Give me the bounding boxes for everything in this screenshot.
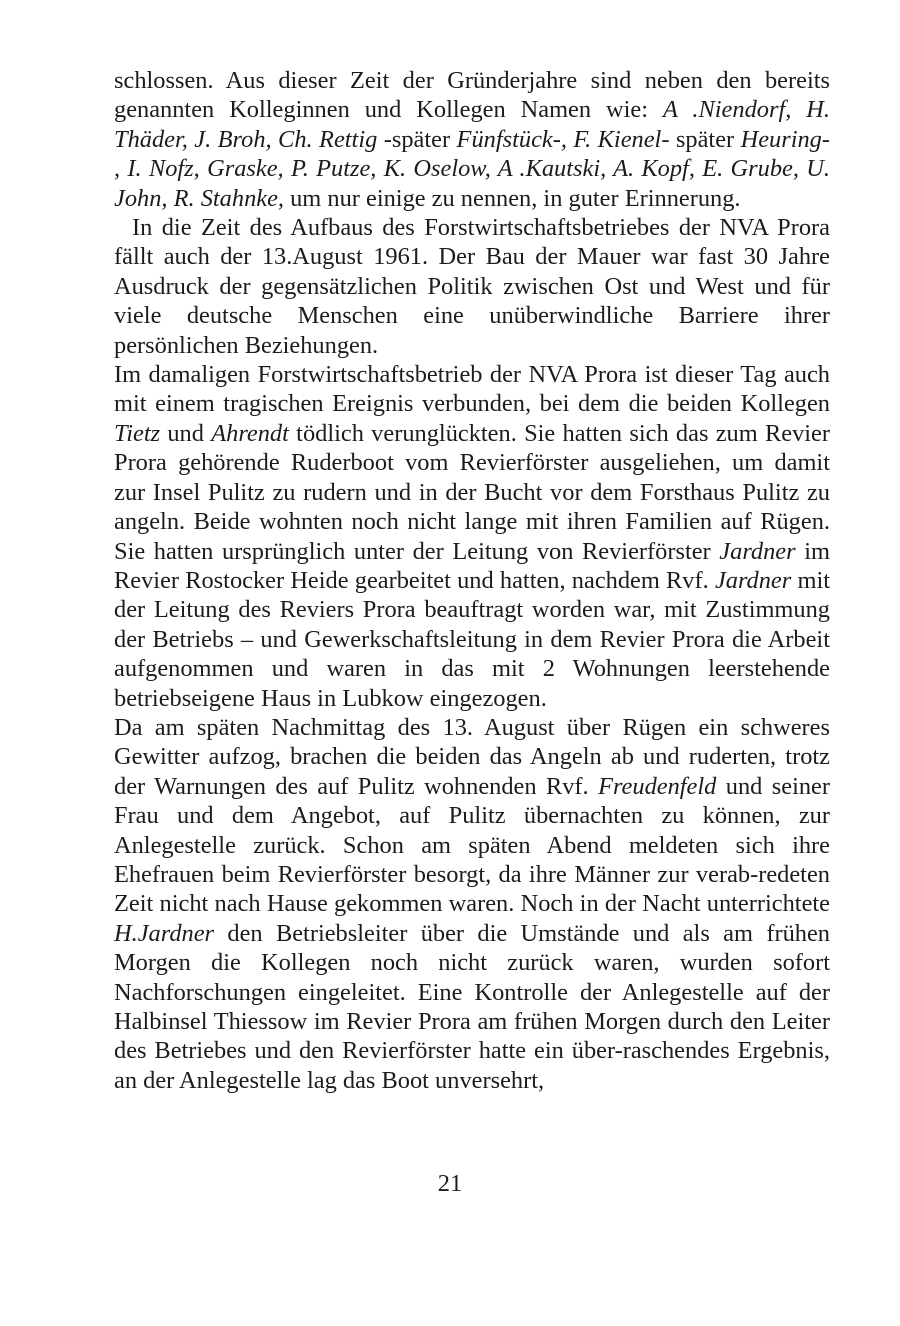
text-segment-italic: Freudenfeld xyxy=(598,772,717,800)
text-segment: Da am späten Nachmittag des 13. August über Rügen ein schweres Gewitter aufzog, brachen die beiden das Angeln ab und ruderten, trotz der Warnungen des auf Pulitz wohnenden Rvf. xyxy=(114,713,830,800)
text-segment: In die Zeit des Aufbaus des Forstwirtschaftsbetriebes der NVA Prora fällt auch der 13.August 1961. Der Bau der Mauer war fast 30 Jahre Ausdruck der gegensätzlichen Politik zwischen Ost und West und für viele deutsche Menschen eine unüberwindliche Barriere ihrer persönlichen Beziehungen. xyxy=(114,214,830,359)
text-segment: den Betriebsleiter über die Umstände und als am frühen Morgen die Kollegen noch nicht zurück waren, wurden sofort Nachforschungen eingeleitet. Eine Kontrolle der Anlegestelle auf der Halbinsel Thiessow im Revier Prora am frühen Morgen durch den Leiter des Betriebes und den Revierförster hatte ein über-raschendes Ergebnis, an der Anlegestelle lag das Boot unversehrt, xyxy=(114,919,830,1094)
text-segment: schlossen. Aus dieser Zeit der Gründerjahre sind neben den bereits genannten Kolleginnen und Kollegen Namen wie: xyxy=(114,67,830,124)
text-segment-italic: Jardner xyxy=(714,566,792,594)
text-segment: -später xyxy=(377,125,457,153)
text-segment: Im damaligen Forstwirtschaftsbetrieb der NVA Prora ist dieser Tag auch mit einem tragischen Ereignis verbunden, bei dem die beiden Kollegen xyxy=(114,361,830,418)
text-segment-italic: Tietz xyxy=(114,419,161,447)
text-segment: und xyxy=(160,419,212,447)
text-segment-italic: H.Jardner xyxy=(114,919,215,947)
text-segment-italic: Ahrendt xyxy=(211,419,289,447)
text-segment-italic: Jardner xyxy=(719,537,796,565)
text-segment-italic: A .Niendorf, H. Thäder, J. Broh, Ch. Rettig xyxy=(114,96,830,153)
text-segment: mit der Leitung des Reviers Prora beauftragt worden war, mit Zustimmung der Betriebs – und Gewerkschaftsleitung in dem Revier Prora die Arbeit aufgenommen und waren in das mit 2 Wohnungen leerstehende betriebseigene Haus in Lubkow eingezogen. xyxy=(114,566,830,712)
text-segment: tödlich verunglückten. Sie hatten sich das zum Revier Prora gehörende Ruderboot vom Revierförster ausgeliehen, um damit zur Insel Pulitz zu rudern und in der Bucht vor dem Forsthaus Pulitz zu angeln. Beide wohnten noch nicht lange mit ihren Familien auf Rügen. Sie hatten ursprünglich unter der Leitung von Revierförster xyxy=(114,419,830,565)
text-segment: und seiner Frau und dem Angebot, auf Pulitz übernachten zu können, zur Anlegestelle zurück. Schon am späten Abend meldeten sich ihre Ehefrauen beim Revierförster besorgt, da ihre Männer zur verab-redeten Zeit nicht nach Hause gekommen waren. Noch in der Nacht unterrichtete xyxy=(114,772,830,918)
paragraph-founders xyxy=(114,66,830,213)
text-segment: später xyxy=(669,125,741,153)
page-body xyxy=(114,66,830,1095)
text-segment: um nur einige zu nennen, in guter Erinnerung. xyxy=(284,184,741,212)
paragraph-accident xyxy=(114,360,830,713)
paragraph-wall xyxy=(114,213,830,360)
paragraph-storm xyxy=(114,713,830,1095)
text-segment-italic: Fünfstück-, F. Kienel- xyxy=(456,125,670,153)
page-number: 21 xyxy=(437,1170,463,1197)
text-segment: im Revier Rostocker Heide gearbeitet und hatten, nachdem Rvf. xyxy=(114,537,830,594)
text-segment-italic: Heuring- , I. Nofz, Graske, P. Putze, K. Oselow, A .Kautski, A. Kopf, E. Grube, U. John, R. Stahnke, xyxy=(114,125,830,212)
